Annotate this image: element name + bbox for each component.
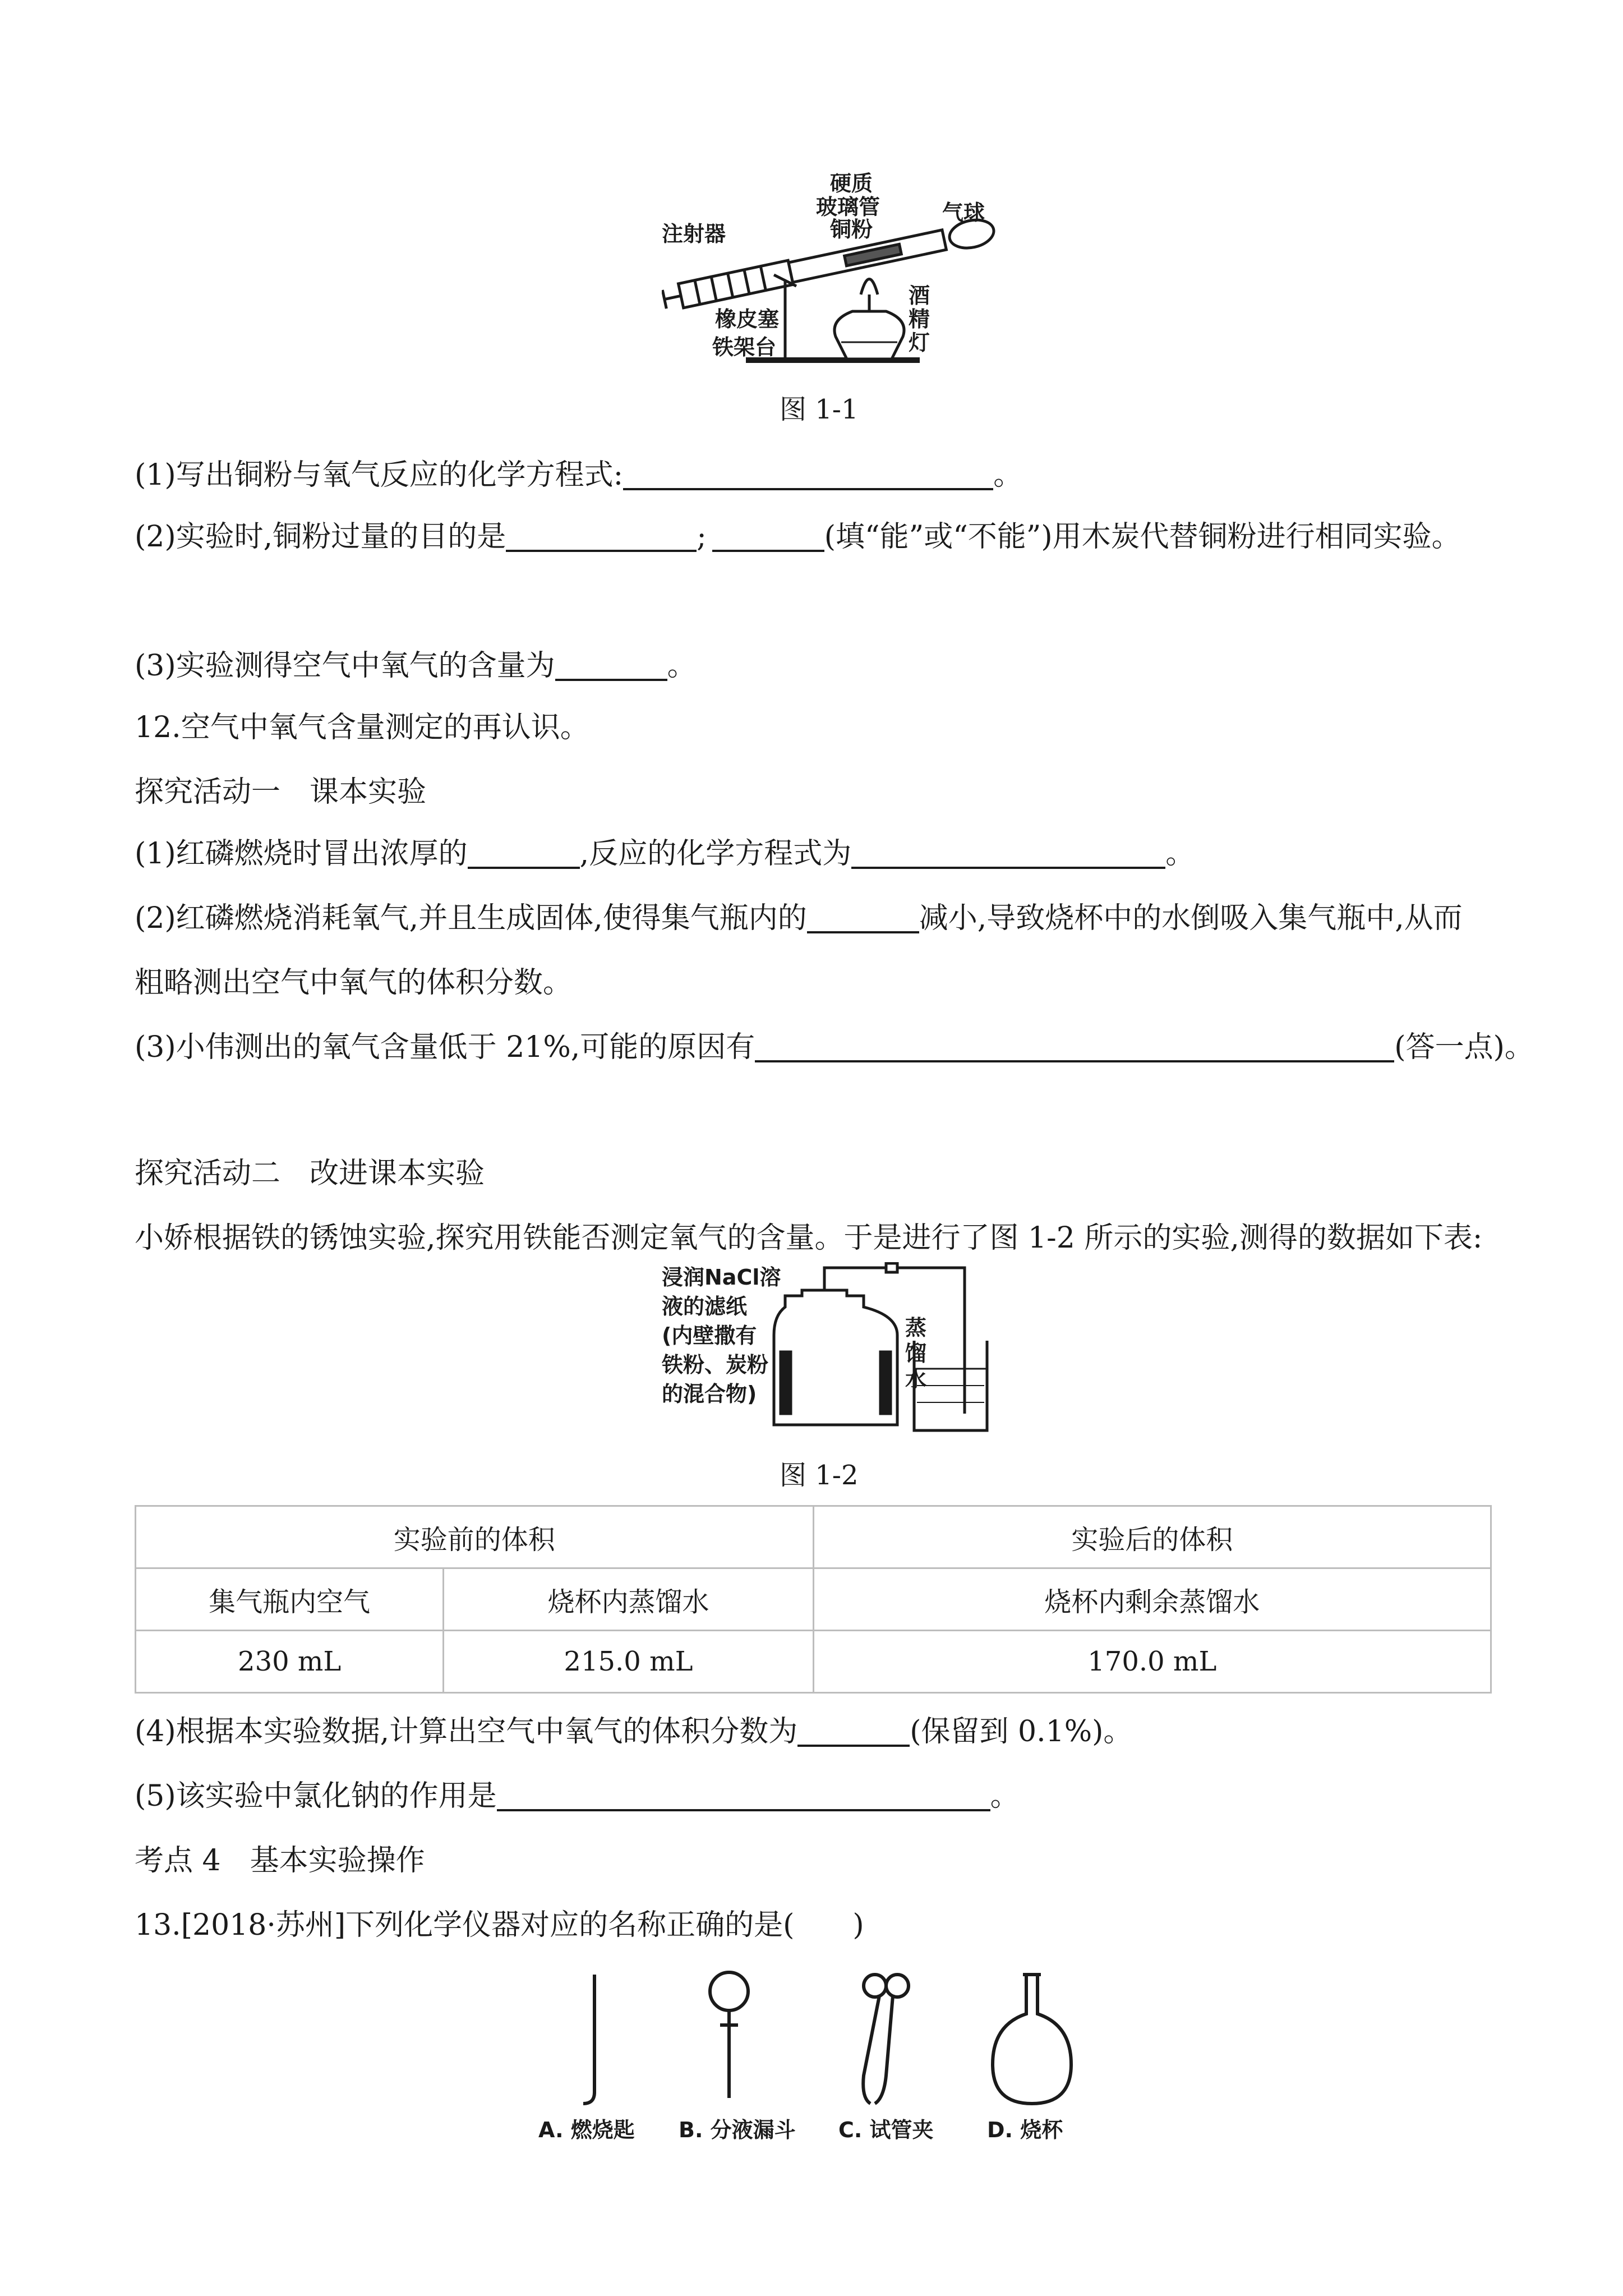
fig1-label-stopper: 橡皮塞 — [715, 307, 780, 332]
answer-blank[interactable] — [555, 650, 667, 681]
q11-part2-sep: ; — [697, 520, 707, 554]
data-table — [135, 1505, 1492, 1694]
fig2-label-l5: 的混合物) — [662, 1382, 757, 1406]
fig2-label-w1: 蒸 — [905, 1315, 927, 1340]
figure-1-1 — [662, 168, 1009, 381]
answer-blank[interactable] — [797, 1715, 910, 1747]
fig2-label-w3: 水 — [905, 1367, 927, 1392]
q12-part2-b: 减小,导致烧杯中的水倒吸入集气瓶中,从而 — [919, 901, 1463, 935]
table-row — [136, 1568, 1491, 1631]
q11-part1-text: (1)写出铜粉与氧气反应的化学方程式: — [135, 458, 624, 492]
answer-blank[interactable] — [506, 521, 697, 552]
fig1-label-lamp3: 灯 — [909, 330, 930, 355]
section-title: 考点 4 基本实验操作 — [135, 1844, 425, 1878]
table-cell: 230 mL — [136, 1631, 444, 1693]
q11-part2-mid: (填“能”或“不能”)用木炭代替铜粉进行相同实验。 — [824, 520, 1461, 554]
q12-part3 — [135, 1029, 1534, 1065]
table-subheader-cell: 烧杯内剩余蒸馏水 — [813, 1568, 1491, 1631]
q12-part2 — [135, 900, 1463, 936]
q11-part2-text: (2)实验时,铜粉过量的目的是 — [135, 520, 506, 554]
q12-part1 — [135, 836, 1195, 872]
q11-part1-end: 。 — [993, 458, 1023, 492]
q12-activity1: 探究活动一 课本实验 — [135, 775, 427, 809]
q11-part3-text: (3)实验测得空气中氧气的含量为 — [135, 649, 555, 683]
fig2-label-l2: 液的滤纸 — [662, 1294, 748, 1319]
q12-part2-cont: 粗略测出空气中氧气的体积分数。 — [135, 966, 573, 1000]
q11-part2 — [135, 519, 1461, 555]
fig2-label-w2: 馏 — [905, 1341, 927, 1366]
q12-part4 — [135, 1714, 1132, 1750]
fig1-label-lamp2: 精 — [909, 307, 930, 332]
fig1-label-stand: 铁架台 — [712, 335, 777, 360]
table-header-cell: 实验后的体积 — [813, 1506, 1491, 1568]
q13-choices-figure — [527, 1963, 1155, 2148]
fig1-label-lamp1: 酒 — [909, 283, 930, 308]
table-cell: 170.0 mL — [813, 1631, 1491, 1693]
answer-blank[interactable] — [468, 838, 580, 869]
q12-part3-a: (3)小伟测出的氧气含量低于 21%,可能的原因有 — [135, 1030, 755, 1064]
fig2-label-l1: 浸润NaCl溶 — [662, 1265, 781, 1290]
table-row — [136, 1631, 1491, 1693]
table-cell: 215.0 mL — [444, 1631, 813, 1693]
fig1-label-copper: 铜粉 — [830, 217, 873, 242]
table-subheader-cell: 烧杯内蒸馏水 — [444, 1568, 813, 1631]
q12-intro: 小娇根据铁的锈蚀实验,探究用铁能否测定氧气的含量。于是进行了图 1-2 所示的实验,测得的数据如下表: — [135, 1221, 1483, 1255]
fig1-label-syringe: 注射器 — [662, 222, 726, 246]
table-subheader-cell: 集气瓶内空气 — [136, 1568, 444, 1631]
choice-a[interactable]: A. 燃烧匙 — [538, 2118, 635, 2142]
q12-part1-b: ,反应的化学方程式为 — [579, 837, 852, 871]
q11-part3 — [135, 648, 697, 684]
q11-part3-end: 。 — [667, 649, 697, 683]
q11-part1 — [135, 457, 1022, 493]
answer-blank[interactable] — [497, 1780, 990, 1811]
fig2-label-l3: (内壁撒有 — [662, 1323, 757, 1348]
answer-blank[interactable] — [623, 459, 993, 490]
fig2-label-l4: 铁粉、炭粉 — [662, 1352, 769, 1377]
q13-text: 13.[2018·苏州]下列化学仪器对应的名称正确的是( ) — [135, 1908, 864, 1942]
choice-b[interactable]: B. 分液漏斗 — [679, 2118, 796, 2142]
choice-d[interactable]: D. 烧杯 — [987, 2118, 1063, 2142]
choice-c[interactable]: C. 试管夹 — [838, 2118, 934, 2142]
q12-part3-b: (答一点)。 — [1394, 1030, 1534, 1064]
answer-blank[interactable] — [807, 902, 919, 933]
q12-part4-a: (4)根据本实验数据,计算出空气中氧气的体积分数为 — [135, 1715, 798, 1749]
fig1-label-hard: 硬质 — [830, 171, 873, 196]
fig1-label-tube: 玻璃管 — [816, 195, 880, 219]
q12-part4-b: (保留到 0.1%)。 — [910, 1715, 1133, 1749]
answer-blank[interactable] — [755, 1031, 1394, 1062]
table-row — [136, 1506, 1491, 1568]
q12-part2-a: (2)红磷燃烧消耗氧气,并且生成固体,使得集气瓶内的 — [135, 901, 807, 935]
fig1-caption: 图 1-1 — [780, 394, 859, 425]
table-header-cell: 实验前的体积 — [136, 1506, 814, 1568]
q12-activity2: 探究活动二 改进课本实验 — [135, 1157, 485, 1190]
q12-title: 12.空气中氧气含量测定的再认识。 — [135, 711, 589, 744]
fig2-caption: 图 1-2 — [780, 1460, 859, 1491]
q12-part5-end: 。 — [990, 1779, 1020, 1813]
q12-part1-a: (1)红磷燃烧时冒出浓厚的 — [135, 837, 468, 871]
q12-part5-a: (5)该实验中氯化钠的作用是 — [135, 1779, 497, 1813]
q12-part5 — [135, 1778, 1020, 1814]
answer-blank[interactable] — [851, 838, 1165, 869]
figure-1-2 — [662, 1262, 998, 1447]
fig1-label-balloon: 气球 — [942, 200, 985, 225]
q12-part1-end: 。 — [1165, 837, 1195, 871]
answer-blank[interactable] — [712, 521, 824, 552]
